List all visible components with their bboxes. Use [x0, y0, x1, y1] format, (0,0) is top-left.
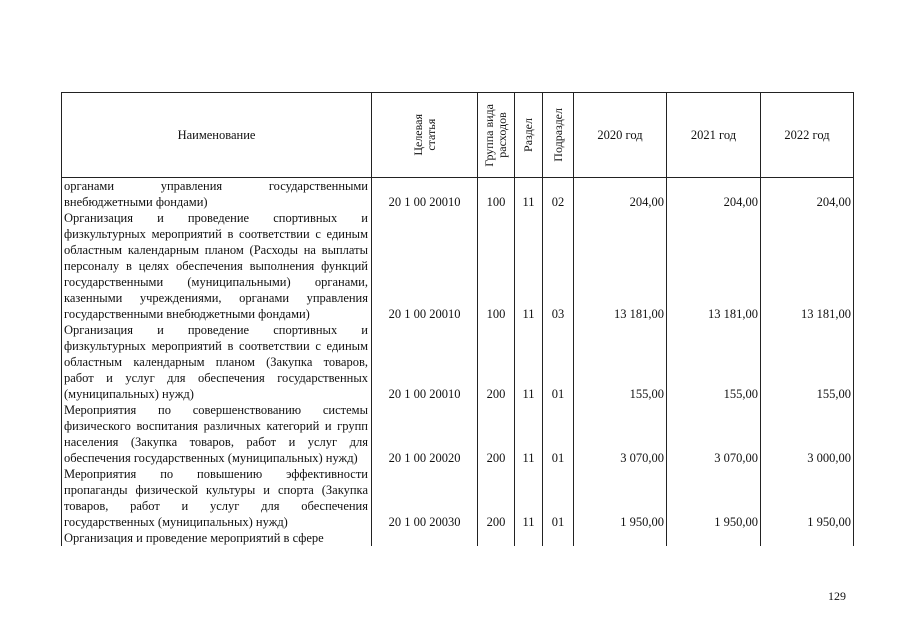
row-target-article: 20 1 00 20010 — [372, 178, 478, 211]
row-2022 — [761, 530, 854, 546]
row-name: Мероприятия по совершенствованию системы физического воспитания различных категорий и групп населения (Закупка товаров, работ и услуг для обеспечения государственных (муниципальных) нужд) — [62, 402, 372, 466]
header-section: Раздел — [515, 93, 543, 178]
header-name: Наименование — [62, 93, 372, 178]
row-target-article: 20 1 00 20020 — [372, 402, 478, 466]
row-2020 — [574, 530, 667, 546]
row-name: Организация и проведение мероприятий в сфере — [62, 530, 372, 546]
row-2022: 155,00 — [761, 322, 854, 402]
row-section: 11 — [515, 402, 543, 466]
header-2020: 2020 год — [574, 93, 667, 178]
row-2022: 1 950,00 — [761, 466, 854, 530]
row-2022: 13 181,00 — [761, 210, 854, 322]
row-2020: 13 181,00 — [574, 210, 667, 322]
header-2022: 2022 год — [761, 93, 854, 178]
header-subsection: Подраздел — [543, 93, 574, 178]
row-section — [515, 530, 543, 546]
row-subsection: 01 — [543, 402, 574, 466]
row-section: 11 — [515, 322, 543, 402]
row-subsection: 01 — [543, 322, 574, 402]
table-row — [62, 530, 854, 546]
row-target-article: 20 1 00 20010 — [372, 322, 478, 402]
row-2021: 3 070,00 — [667, 402, 761, 466]
header-2021: 2021 год — [667, 93, 761, 178]
header-expense-group: Группа вида расходов — [478, 93, 515, 178]
row-subsection — [543, 530, 574, 546]
row-expense-group: 200 — [478, 402, 515, 466]
table-row — [62, 466, 854, 530]
row-2021: 204,00 — [667, 178, 761, 211]
row-expense-group: 200 — [478, 322, 515, 402]
budget-table — [61, 92, 854, 546]
table-row — [62, 402, 854, 466]
table-row — [62, 322, 854, 402]
row-expense-group: 200 — [478, 466, 515, 530]
row-target-article — [372, 530, 478, 546]
row-subsection: 03 — [543, 210, 574, 322]
row-2021: 1 950,00 — [667, 466, 761, 530]
row-section: 11 — [515, 210, 543, 322]
row-2020: 155,00 — [574, 322, 667, 402]
row-name: Организация и проведение спортивных и физкультурных мероприятий в соответствии с единым областным календарным планом (Закупка товаров, работ и услуг для обеспечения государственных (муниципальных) нужд) — [62, 322, 372, 402]
row-subsection: 01 — [543, 466, 574, 530]
header-target-article: Целевая статья — [372, 93, 478, 178]
row-expense-group: 100 — [478, 178, 515, 211]
row-2021: 13 181,00 — [667, 210, 761, 322]
row-2020: 1 950,00 — [574, 466, 667, 530]
row-2020: 3 070,00 — [574, 402, 667, 466]
row-2022: 3 000,00 — [761, 402, 854, 466]
row-target-article: 20 1 00 20010 — [372, 210, 478, 322]
row-name: органами управления государственными внебюджетными фондами) — [62, 178, 372, 211]
table-header-row — [62, 93, 854, 178]
row-name: Мероприятия по повышению эффективности пропаганды физической культуры и спорта (Закупка товаров, работ и услуг для обеспечения государственных (муниципальных) нужд) — [62, 466, 372, 530]
row-expense-group: 100 — [478, 210, 515, 322]
row-2022: 204,00 — [761, 178, 854, 211]
table-row — [62, 178, 854, 211]
row-subsection: 02 — [543, 178, 574, 211]
row-section: 11 — [515, 466, 543, 530]
row-2021: 155,00 — [667, 322, 761, 402]
row-target-article: 20 1 00 20030 — [372, 466, 478, 530]
table-row — [62, 210, 854, 322]
page-number: 129 — [828, 589, 846, 603]
row-2021 — [667, 530, 761, 546]
row-section: 11 — [515, 178, 543, 211]
row-name: Организация и проведение спортивных и физкультурных мероприятий в соответствии с единым областным календарным планом (Расходы на выплаты персоналу в целях обеспечения выполнения функций государственными (муниципальными) органами, казенными учреждениями, органами управления государственными внебюджетными фондами) — [62, 210, 372, 322]
row-2020: 204,00 — [574, 178, 667, 211]
row-expense-group — [478, 530, 515, 546]
